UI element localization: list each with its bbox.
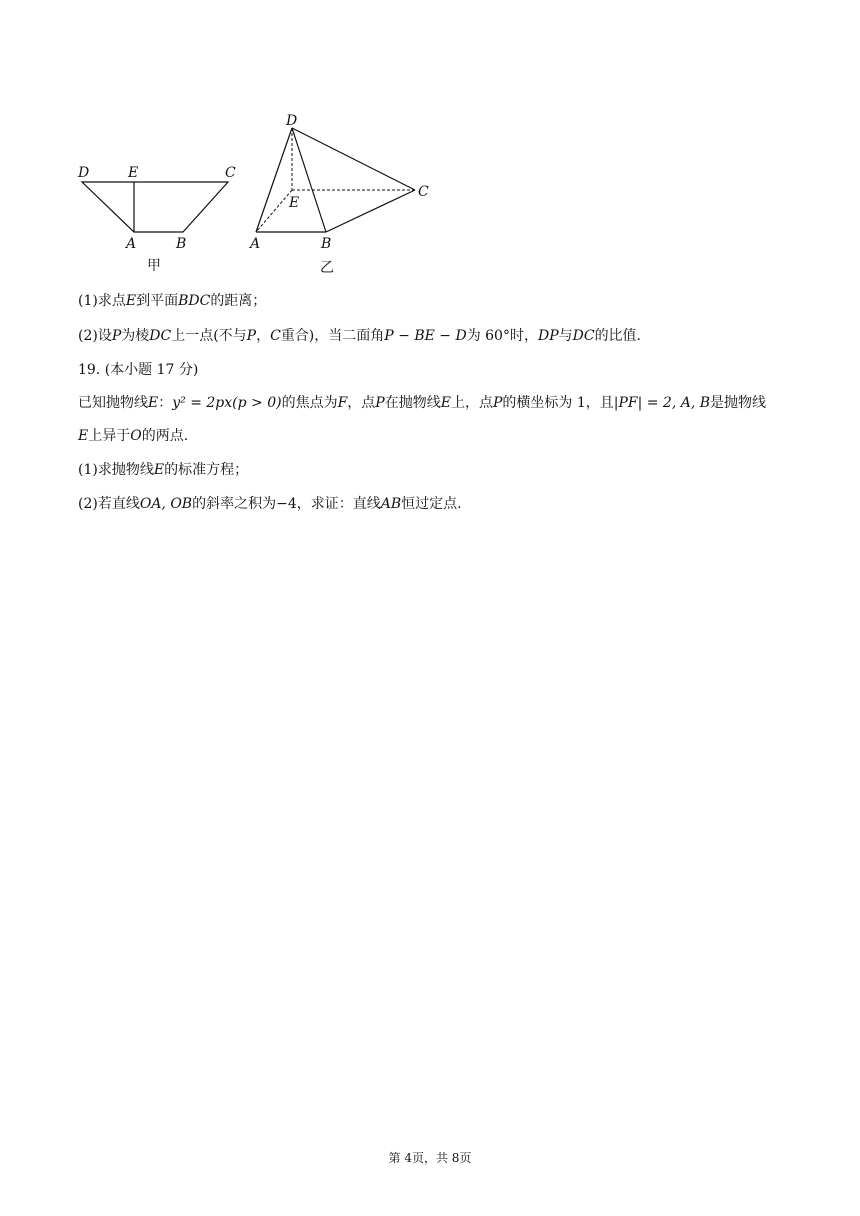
label-E-right: E: [289, 195, 300, 211]
edge-BC: [326, 190, 415, 232]
edge-DB: [292, 128, 326, 232]
label-E-left: E: [128, 165, 139, 181]
q19-heading: 19. (本小题 17 分): [78, 362, 199, 378]
q19-stem-line2: E上异于O的两点.: [78, 428, 189, 444]
figure-jia: [77, 165, 236, 274]
caption-yi: 乙: [320, 260, 334, 276]
edge-DC: [292, 128, 415, 190]
trapezoid-DCBA: [82, 182, 228, 232]
caption-jia: 甲: [147, 258, 161, 274]
label-C-left: C: [225, 165, 236, 181]
q18-part1: (1)求点E到平面BDC的距离；: [78, 293, 267, 309]
label-D-left: D: [78, 165, 90, 181]
q19-part1: (1)求抛物线E的标准方程；: [78, 462, 249, 478]
edge-EA-hidden: [256, 190, 292, 232]
label-B-left: B: [176, 236, 187, 252]
label-A-left: A: [126, 236, 137, 252]
figure-svg: [70, 108, 450, 278]
edge-DA: [256, 128, 292, 232]
figure-yi: [248, 113, 429, 276]
page-footer: 第 4页，共 8页: [388, 1151, 472, 1165]
label-C-right: C: [418, 184, 429, 200]
q18-part2: (2)设P为棱DC上一点(不与P，C重合)，当二面角P − BE − D为 60°时，DP与DC的比值.: [78, 328, 642, 344]
q19-part2: (2)若直线OA, OB的斜率之积为−4，求证：直线AB恒过定点.: [78, 496, 462, 512]
label-D-right: D: [286, 113, 298, 129]
label-A-right: A: [250, 236, 261, 252]
q19-stem-line1: 已知抛物线E：y² = 2px(p > 0)的焦点为F，点P在抛物线E上，点P的横坐标为 1，且|PF| = 2, A, B是抛物线: [78, 395, 767, 411]
geometry-figure: [70, 108, 450, 278]
label-B-right: B: [321, 236, 332, 252]
